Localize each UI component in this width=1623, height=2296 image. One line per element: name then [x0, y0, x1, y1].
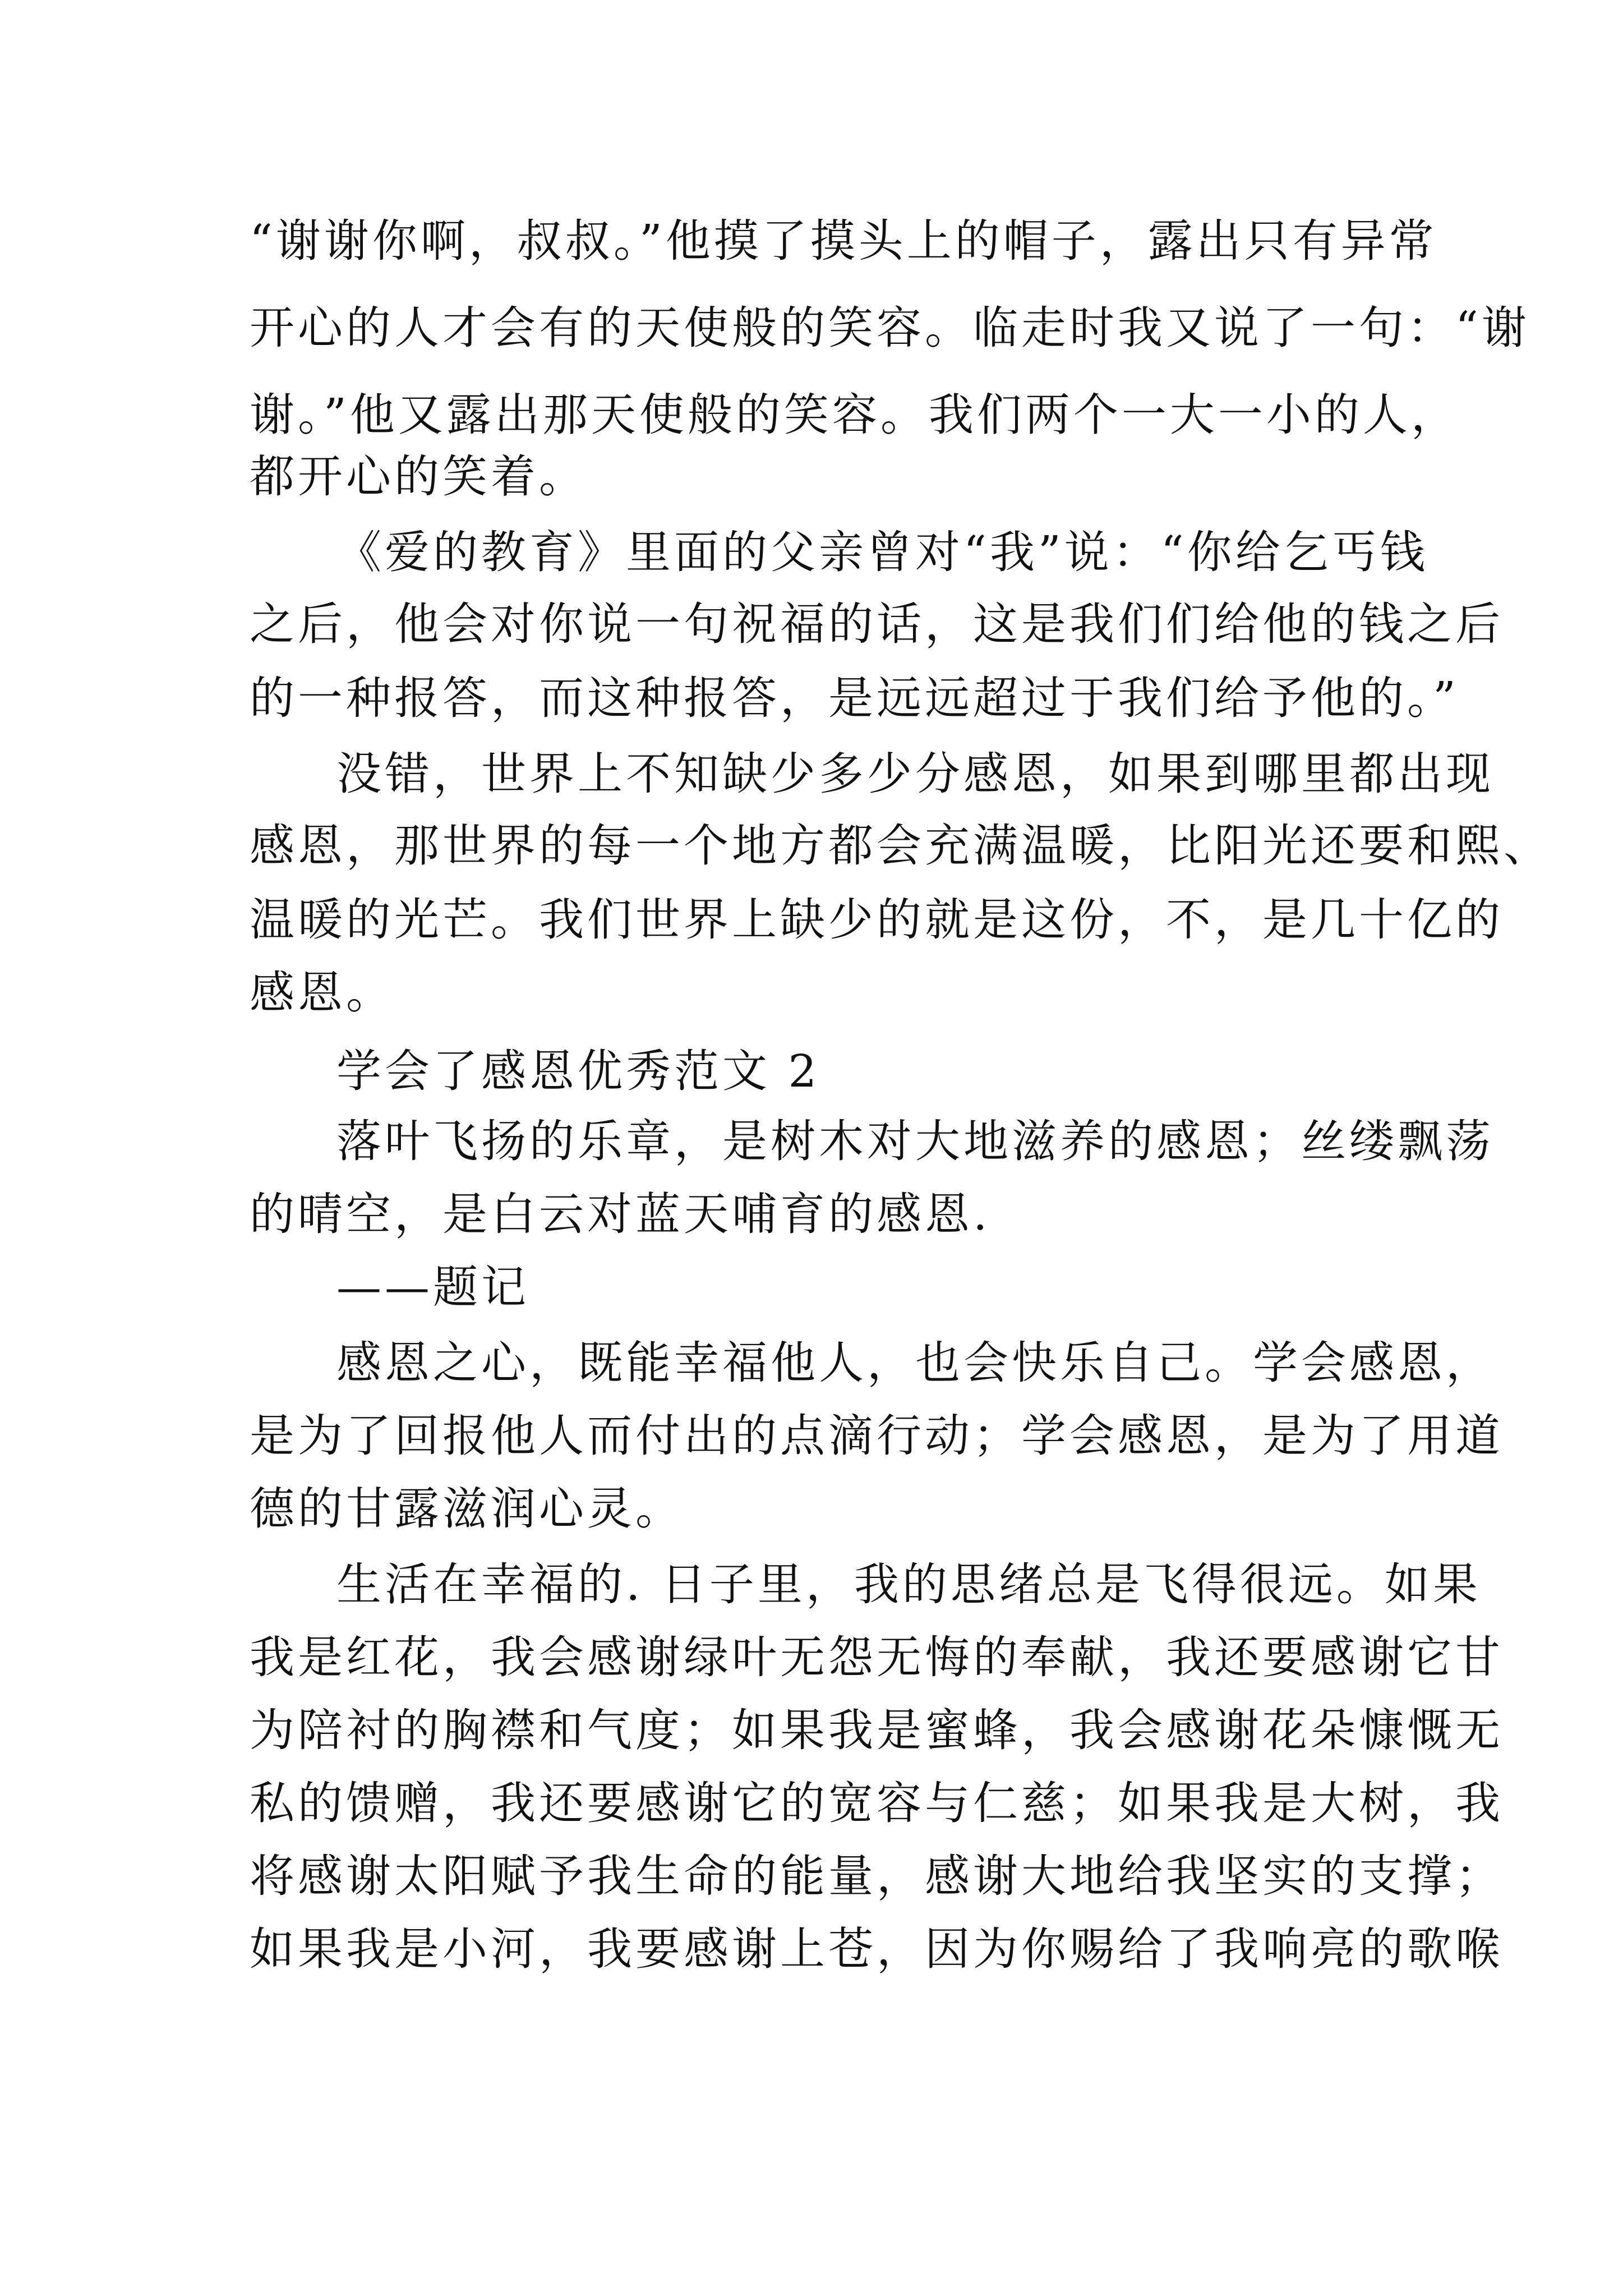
text-line: 的一种报答，而这种报答，是远远超过于我们给予他的。” [250, 672, 1459, 724]
text-line: 感恩。 [250, 967, 394, 1019]
text-line: 落叶飞扬的乐章，是树木对大地滋养的感恩；丝缕飘荡 [336, 1115, 1494, 1167]
text-line: 私的馈赠，我还要感谢它的宽容与仁慈；如果我是大树，我 [250, 1777, 1504, 1829]
text-line: 之后，他会对你说一句祝福的话，这是我们们给他的钱之后 [250, 598, 1504, 650]
text-line: 如果我是小河，我要感谢上苍，因为你赐给了我响亮的歌喉 [250, 1923, 1504, 1975]
text-line: 谢。”他又露出那天使般的笑容。我们两个一大一小的人， [250, 389, 1459, 441]
text-line: 没错，世界上不知缺少多少分感恩，如果到哪里都出现 [336, 748, 1494, 800]
text-line: 生活在幸福的. 日子里，我的思绪总是飞得很远。如果 [336, 1558, 1481, 1611]
text-line: 温暖的光芒。我们世界上缺少的就是这份，不，是几十亿的 [250, 894, 1504, 946]
text-line: 是为了回报他人而付出的点滴行动；学会感恩，是为了用道 [250, 1410, 1504, 1462]
text-line: 德的甘露滋润心灵。 [250, 1483, 684, 1535]
text-line: 的晴空，是白云对蓝天哺育的感恩. [250, 1188, 991, 1240]
text-line: 感恩之心，既能幸福他人，也会快乐自己。学会感恩， [336, 1337, 1494, 1389]
section-heading: 学会了感恩优秀范文 2 [336, 1045, 820, 1097]
text-line: 都开心的笑着。 [250, 450, 587, 503]
text-line: 感恩，那世界的每一个地方都会充满温暖，比阳光还要和熙、 [250, 820, 1552, 872]
epigraph-attribution: ——题记 [336, 1261, 529, 1313]
text-line: 《爱的教育》里面的父亲曾对“我”说：“你给乞丐钱 [336, 526, 1428, 578]
text-line: 为陪衬的胸襟和气度；如果我是蜜蜂，我会感谢花朵慷慨无 [250, 1704, 1504, 1756]
text-line: 开心的人才会有的天使般的笑容。临走时我又说了一句：“谢 [250, 302, 1530, 354]
text-line: “谢谢你啊，叔叔。”他摸了摸头上的帽子，露出只有异常 [250, 215, 1437, 267]
text-line: 我是红花，我会感谢绿叶无怨无悔的奉献，我还要感谢它甘 [250, 1631, 1504, 1683]
text-line: 将感谢太阳赋予我生命的能量，感谢大地给我坚实的支撑； [250, 1850, 1504, 1902]
